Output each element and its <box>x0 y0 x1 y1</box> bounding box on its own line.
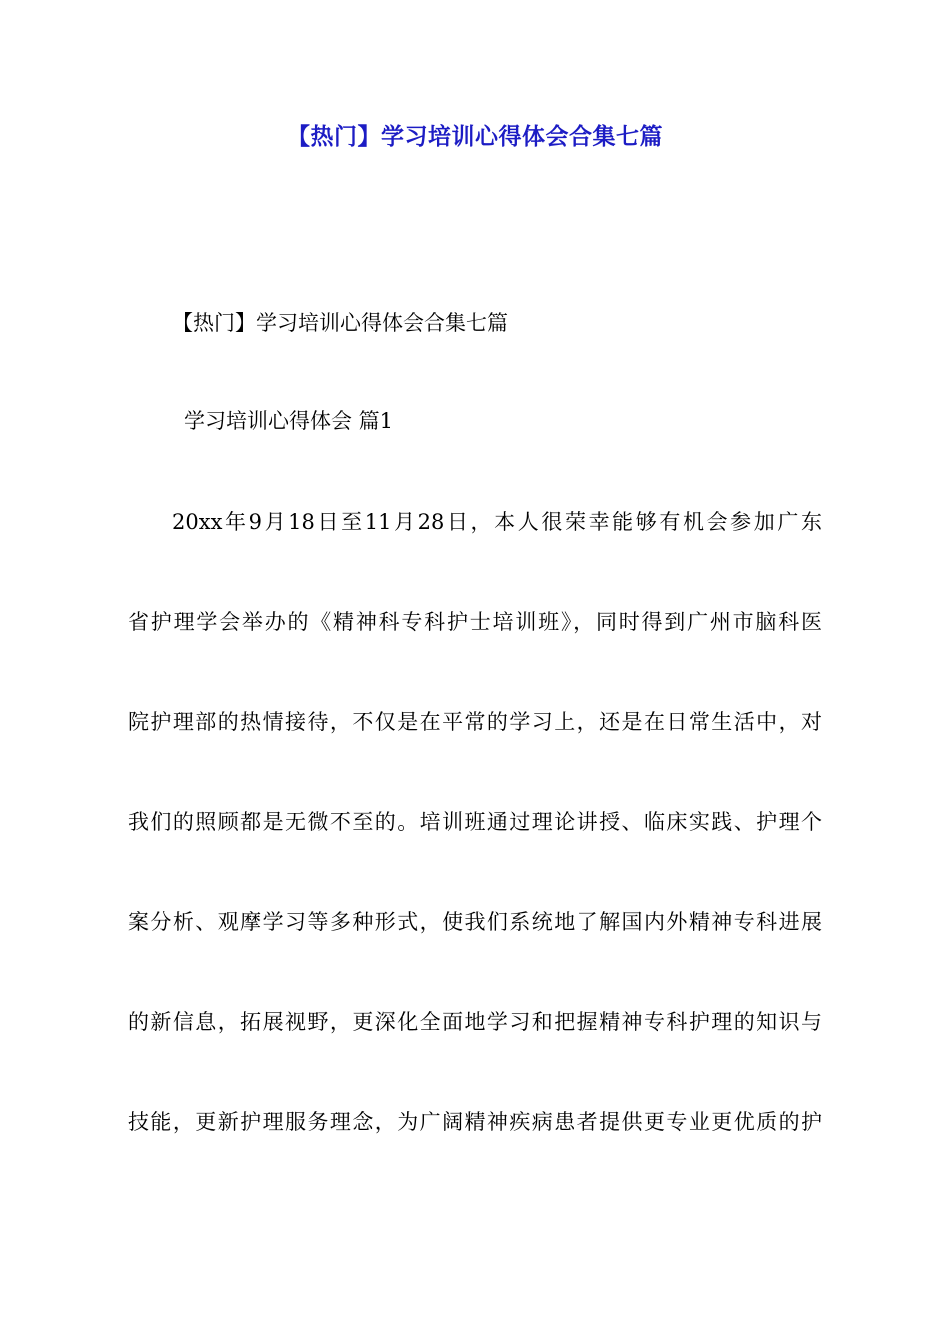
body-paragraph <box>128 507 822 1207</box>
body-line: 案分析、观摩学习等多种形式，使我们系统地了解国内外精神专科进展 <box>128 910 822 934</box>
body-line: 20xx年9月18日至11月28日，本人很荣幸能够有机会参加广东 <box>172 510 822 534</box>
body-line: 技能，更新护理服务理念，为广阔精神疾病患者提供更专业更优质的护 <box>128 1110 822 1134</box>
document-title: 【热门】学习培训心得体会合集七篇 <box>287 124 663 150</box>
body-line: 的新信息，拓展视野，更深化全面地学习和把握精神专科护理的知识与 <box>128 1010 822 1034</box>
section-heading: 学习培训心得体会 篇1 <box>184 409 394 433</box>
body-line: 我们的照顾都是无微不至的。培训班通过理论讲授、临床实践、护理个 <box>128 810 822 834</box>
document-subtitle: 【热门】学习培训心得体会合集七篇 <box>172 311 508 335</box>
body-line: 省护理学会举办的《精神科专科护士培训班》，同时得到广州市脑科医 <box>128 610 822 634</box>
body-line: 院护理部的热情接待，不仅是在平常的学习上，还是在日常生活中，对 <box>128 710 822 734</box>
